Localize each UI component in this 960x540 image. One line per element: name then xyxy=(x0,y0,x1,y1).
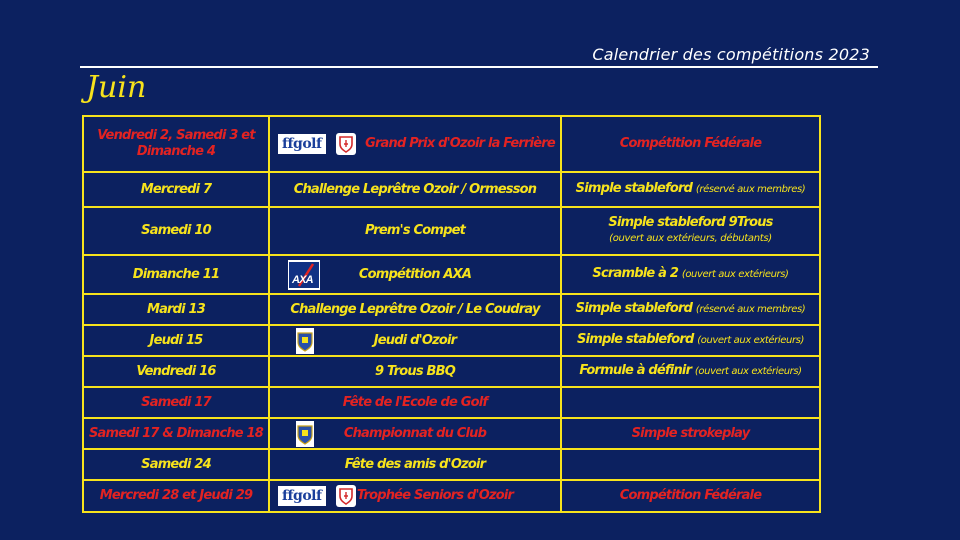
type-cell xyxy=(561,255,820,294)
table-row xyxy=(83,387,820,418)
logo-group xyxy=(296,328,314,354)
logo-group xyxy=(278,133,356,155)
table-row xyxy=(83,325,820,356)
type-cell xyxy=(561,207,820,255)
date-cell: Mardi 13 xyxy=(83,294,269,325)
date-cell: Mercredi 7 xyxy=(83,172,269,207)
event-cell: 9 Trous BBQ xyxy=(269,356,561,387)
table-row xyxy=(83,480,820,512)
date-cell: Samedi 10 xyxy=(83,207,269,255)
club-badge-icon xyxy=(336,133,356,155)
table-row xyxy=(83,449,820,480)
ffgolf-logo: ffgolf xyxy=(278,486,326,506)
table-row xyxy=(83,294,820,325)
club-badge-icon xyxy=(336,485,356,507)
date-cell: Vendredi 2, Samedi 3 et Dimanche 4 xyxy=(83,116,269,172)
type-name: Simple stableford xyxy=(575,301,693,316)
event-cell xyxy=(269,325,561,356)
type-note: (ouvert aux extérieurs) xyxy=(697,335,804,346)
logo-group xyxy=(278,485,356,507)
type-cell xyxy=(561,387,820,418)
date-cell: Samedi 17 xyxy=(83,387,269,418)
table-row xyxy=(83,418,820,449)
type-cell: Compétition Fédérale xyxy=(561,480,820,512)
type-cell: Simple strokeplay xyxy=(561,418,820,449)
type-cell xyxy=(561,356,820,387)
type-note: (ouvert aux extérieurs) xyxy=(681,269,789,280)
svg-text:AXA: AXA xyxy=(292,273,313,286)
date-cell: Samedi 24 xyxy=(83,449,269,480)
date-cell: Jeudi 15 xyxy=(83,325,269,356)
club-crest-icon xyxy=(296,421,314,447)
slide-title: Calendrier des compétitions 2023 xyxy=(592,45,870,64)
type-name: Formule à définir xyxy=(579,363,692,378)
type-note: (ouvert aux extérieurs, débutants) xyxy=(609,233,772,244)
logo-group xyxy=(296,421,314,447)
event-cell: Challenge Leprêtre Ozoir / Le Coudray xyxy=(269,294,561,325)
month-heading: Juin xyxy=(86,70,147,105)
date-cell: Mercredi 28 et Jeudi 29 xyxy=(83,480,269,512)
type-cell: Compétition Fédérale xyxy=(561,116,820,172)
table-row xyxy=(83,356,820,387)
table-row xyxy=(83,172,820,207)
date-cell: Vendredi 16 xyxy=(83,356,269,387)
type-cell xyxy=(561,325,820,356)
type-cell xyxy=(561,449,820,480)
type-note: (ouvert aux extérieurs) xyxy=(694,366,802,377)
logo-group xyxy=(288,260,320,290)
event-cell xyxy=(269,255,561,294)
event-cell: Fête de l'Ecole de Golf xyxy=(269,387,561,418)
type-cell xyxy=(561,172,820,207)
event-cell: Prem's Compet xyxy=(269,207,561,255)
event-name: Grand Prix d'Ozoir la Ferrière xyxy=(365,136,555,151)
club-crest-icon xyxy=(296,328,314,354)
table-row xyxy=(83,255,820,294)
event-name: Compétition AXA xyxy=(358,266,472,282)
date-cell: Samedi 17 & Dimanche 18 xyxy=(83,418,269,449)
type-note: (réservé aux membres) xyxy=(695,184,806,195)
event-cell xyxy=(269,116,561,172)
event-cell xyxy=(269,480,561,512)
type-name: Simple stableford xyxy=(575,181,693,196)
event-cell: Challenge Leprêtre Ozoir / Ormesson xyxy=(269,172,561,207)
type-name: Scramble à 2 xyxy=(592,266,679,281)
axa-logo-icon xyxy=(288,260,320,290)
event-name: Jeudi d'Ozoir xyxy=(373,332,457,348)
ffgolf-logo: ffgolf xyxy=(278,134,326,154)
competition-calendar-table xyxy=(82,115,821,513)
type-name: Simple stableford 9Trous xyxy=(608,215,773,230)
date-cell: Dimanche 11 xyxy=(83,255,269,294)
event-name: Championnat du Club xyxy=(343,425,487,441)
event-cell xyxy=(269,418,561,449)
table-row xyxy=(83,207,820,255)
type-name: Simple stableford xyxy=(577,332,694,347)
event-cell: Fête des amis d'Ozoir xyxy=(269,449,561,480)
event-name: Trophée Seniors d'Ozoir xyxy=(356,488,514,503)
title-divider xyxy=(80,66,878,68)
type-cell xyxy=(561,294,820,325)
type-note: (réservé aux membres) xyxy=(695,304,806,315)
table-row xyxy=(83,116,820,172)
